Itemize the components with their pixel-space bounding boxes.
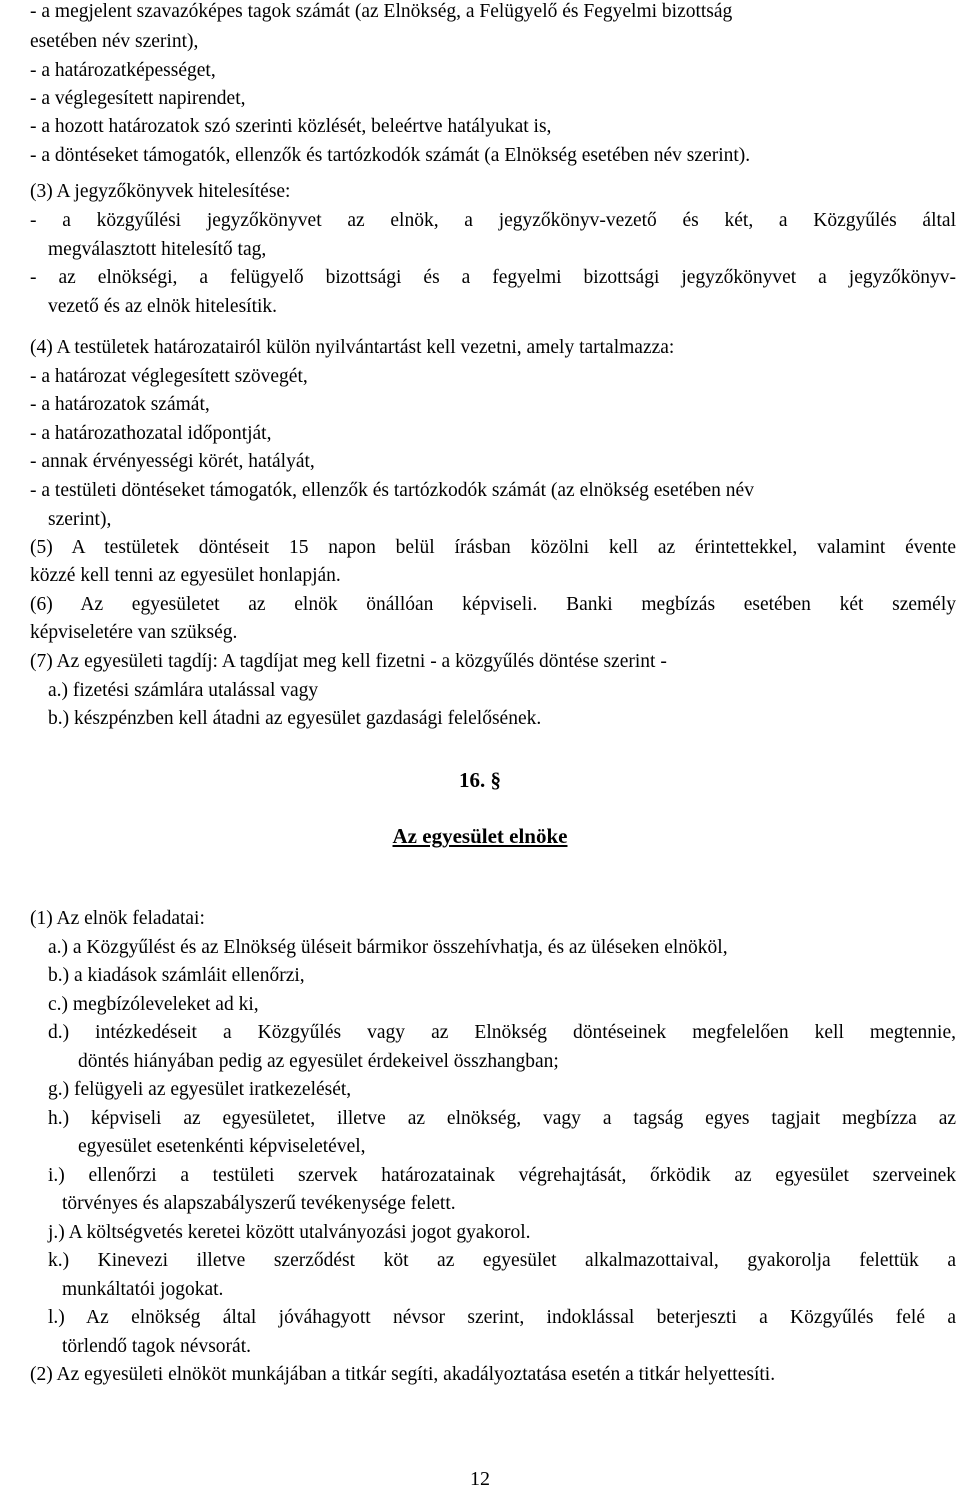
text-line: - a véglegesített napirendet, <box>30 88 246 109</box>
text-line: - a határozathozatal időpontját, <box>30 423 272 444</box>
text-line: - a határozat véglegesített szövegét, <box>30 366 308 387</box>
text-line: - annak érvényességi körét, hatályát, <box>30 451 315 472</box>
list-item: k.) Kinevezi illetve szerződést köt az egyesület alkalmazottaival, gyakorolja felettük a <box>48 1250 956 1271</box>
text-line: - az elnökségi, a felügyelő bizottsági és a fegyelmi bizottsági jegyzőkönyvet a jegyzőkönyv- <box>30 267 956 288</box>
list-item: j.) A költségvetés keretei között utalványozási jogot gyakorol. <box>48 1222 531 1243</box>
text-line: megválasztott hitelesítő tag, <box>48 239 267 260</box>
text-line: (7) Az egyesületi tagdíj: A tagdíjat meg kell fizetni - a közgyűlés döntése szerint - <box>30 651 667 672</box>
list-item: a.) a Közgyűlést és az Elnökség üléseit bármikor összehívhatja, és az üléseken elnököl, <box>48 937 728 958</box>
list-item: b.) a kiadások számláit ellenőrzi, <box>48 965 305 986</box>
text-line: képviseletére van szükség. <box>30 622 238 643</box>
list-item-cont: munkáltatói jogokat. <box>62 1279 224 1300</box>
section-4-heading: (4) A testületek határozatairól külön nyilvántartást kell vezetni, amely tartalmazza: <box>30 337 675 358</box>
text-line: - a megjelent szavazóképes tagok számát (az Elnökség, a Felügyelő és Fegyelmi bizottság <box>30 1 733 22</box>
subsection-heading: (1) Az elnök feladatai: <box>30 908 205 929</box>
text-line: szerint), <box>48 509 112 530</box>
list-item: i.) ellenőrzi a testületi szervek határozatainak végrehajtását, őrködik az egyesület szerveinek <box>48 1165 956 1186</box>
text-line: (2) Az egyesületi elnököt munkájában a titkár segíti, akadályoztatása esetén a titkár helyettesíti. <box>30 1364 776 1385</box>
section-title-wrap <box>0 823 960 849</box>
text-line: - a határozatképességet, <box>30 60 216 81</box>
list-item: l.) Az elnökség által jóváhagyott névsor szerint, indoklással beterjeszti a Közgyűlés felé a <box>48 1307 956 1328</box>
list-item-cont: törvényes és alapszabályszerű tevékenysége felett. <box>62 1193 456 1214</box>
list-item-cont: döntés hiányában pedig az egyesület érdekeivel összhangban; <box>78 1051 559 1072</box>
text-line: esetében név szerint), <box>30 31 199 52</box>
text-line: - a közgyűlési jegyzőkönyvet az elnök, a jegyzőkönyv-vezető és két, a Közgyűlés által <box>30 210 956 231</box>
section-3-heading: (3) A jegyzőkönyvek hitelesítése: <box>30 181 291 202</box>
list-item: h.) képviseli az egyesületet, illetve az elnökség, vagy a tagság egyes tagjait megbízza az <box>48 1108 956 1129</box>
text-line: (5) A testületek döntéseit 15 napon belül írásban közölni kell az érintettekkel, valamint évente <box>30 537 956 558</box>
text-line: (6) Az egyesületet az elnök önállóan képviseli. Banki megbízás esetében két személy <box>30 594 956 615</box>
text-line: - a hozott határozatok szó szerinti közlését, beleértve hatályukat is, <box>30 116 552 137</box>
text-line: vezető és az elnök hitelesítik. <box>48 296 278 317</box>
text-line: b.) készpénzben kell átadni az egyesület gazdasági felelősének. <box>48 708 542 729</box>
text-line: közzé kell tenni az egyesület honlapján. <box>30 565 341 586</box>
list-item: d.) intézkedéseit a Közgyűlés vagy az Elnökség döntéseinek megfelelően kell megtennie, <box>48 1022 956 1043</box>
section-title: Az egyesület elnöke <box>392 824 568 848</box>
text-line: a.) fizetési számlára utalással vagy <box>48 680 319 701</box>
text-line: - a határozatok számát, <box>30 394 210 415</box>
section-number: 16. § <box>459 768 501 792</box>
list-item-cont: egyesület esetenkénti képviseletével, <box>78 1136 366 1157</box>
list-item: g.) felügyeli az egyesület iratkezelését, <box>48 1079 352 1100</box>
list-item: c.) megbízóleveleket ad ki, <box>48 994 259 1015</box>
text-line: - a döntéseket támogatók, ellenzők és tartózkodók számát (a Elnökség esetében név szerint). <box>30 145 751 166</box>
text-line: - a testületi döntéseket támogatók, ellenzők és tartózkodók számát (az elnökség esetében név <box>30 480 754 501</box>
list-item-cont: törlendő tagok névsorát. <box>62 1336 251 1357</box>
page-number: 12 <box>470 1468 490 1490</box>
